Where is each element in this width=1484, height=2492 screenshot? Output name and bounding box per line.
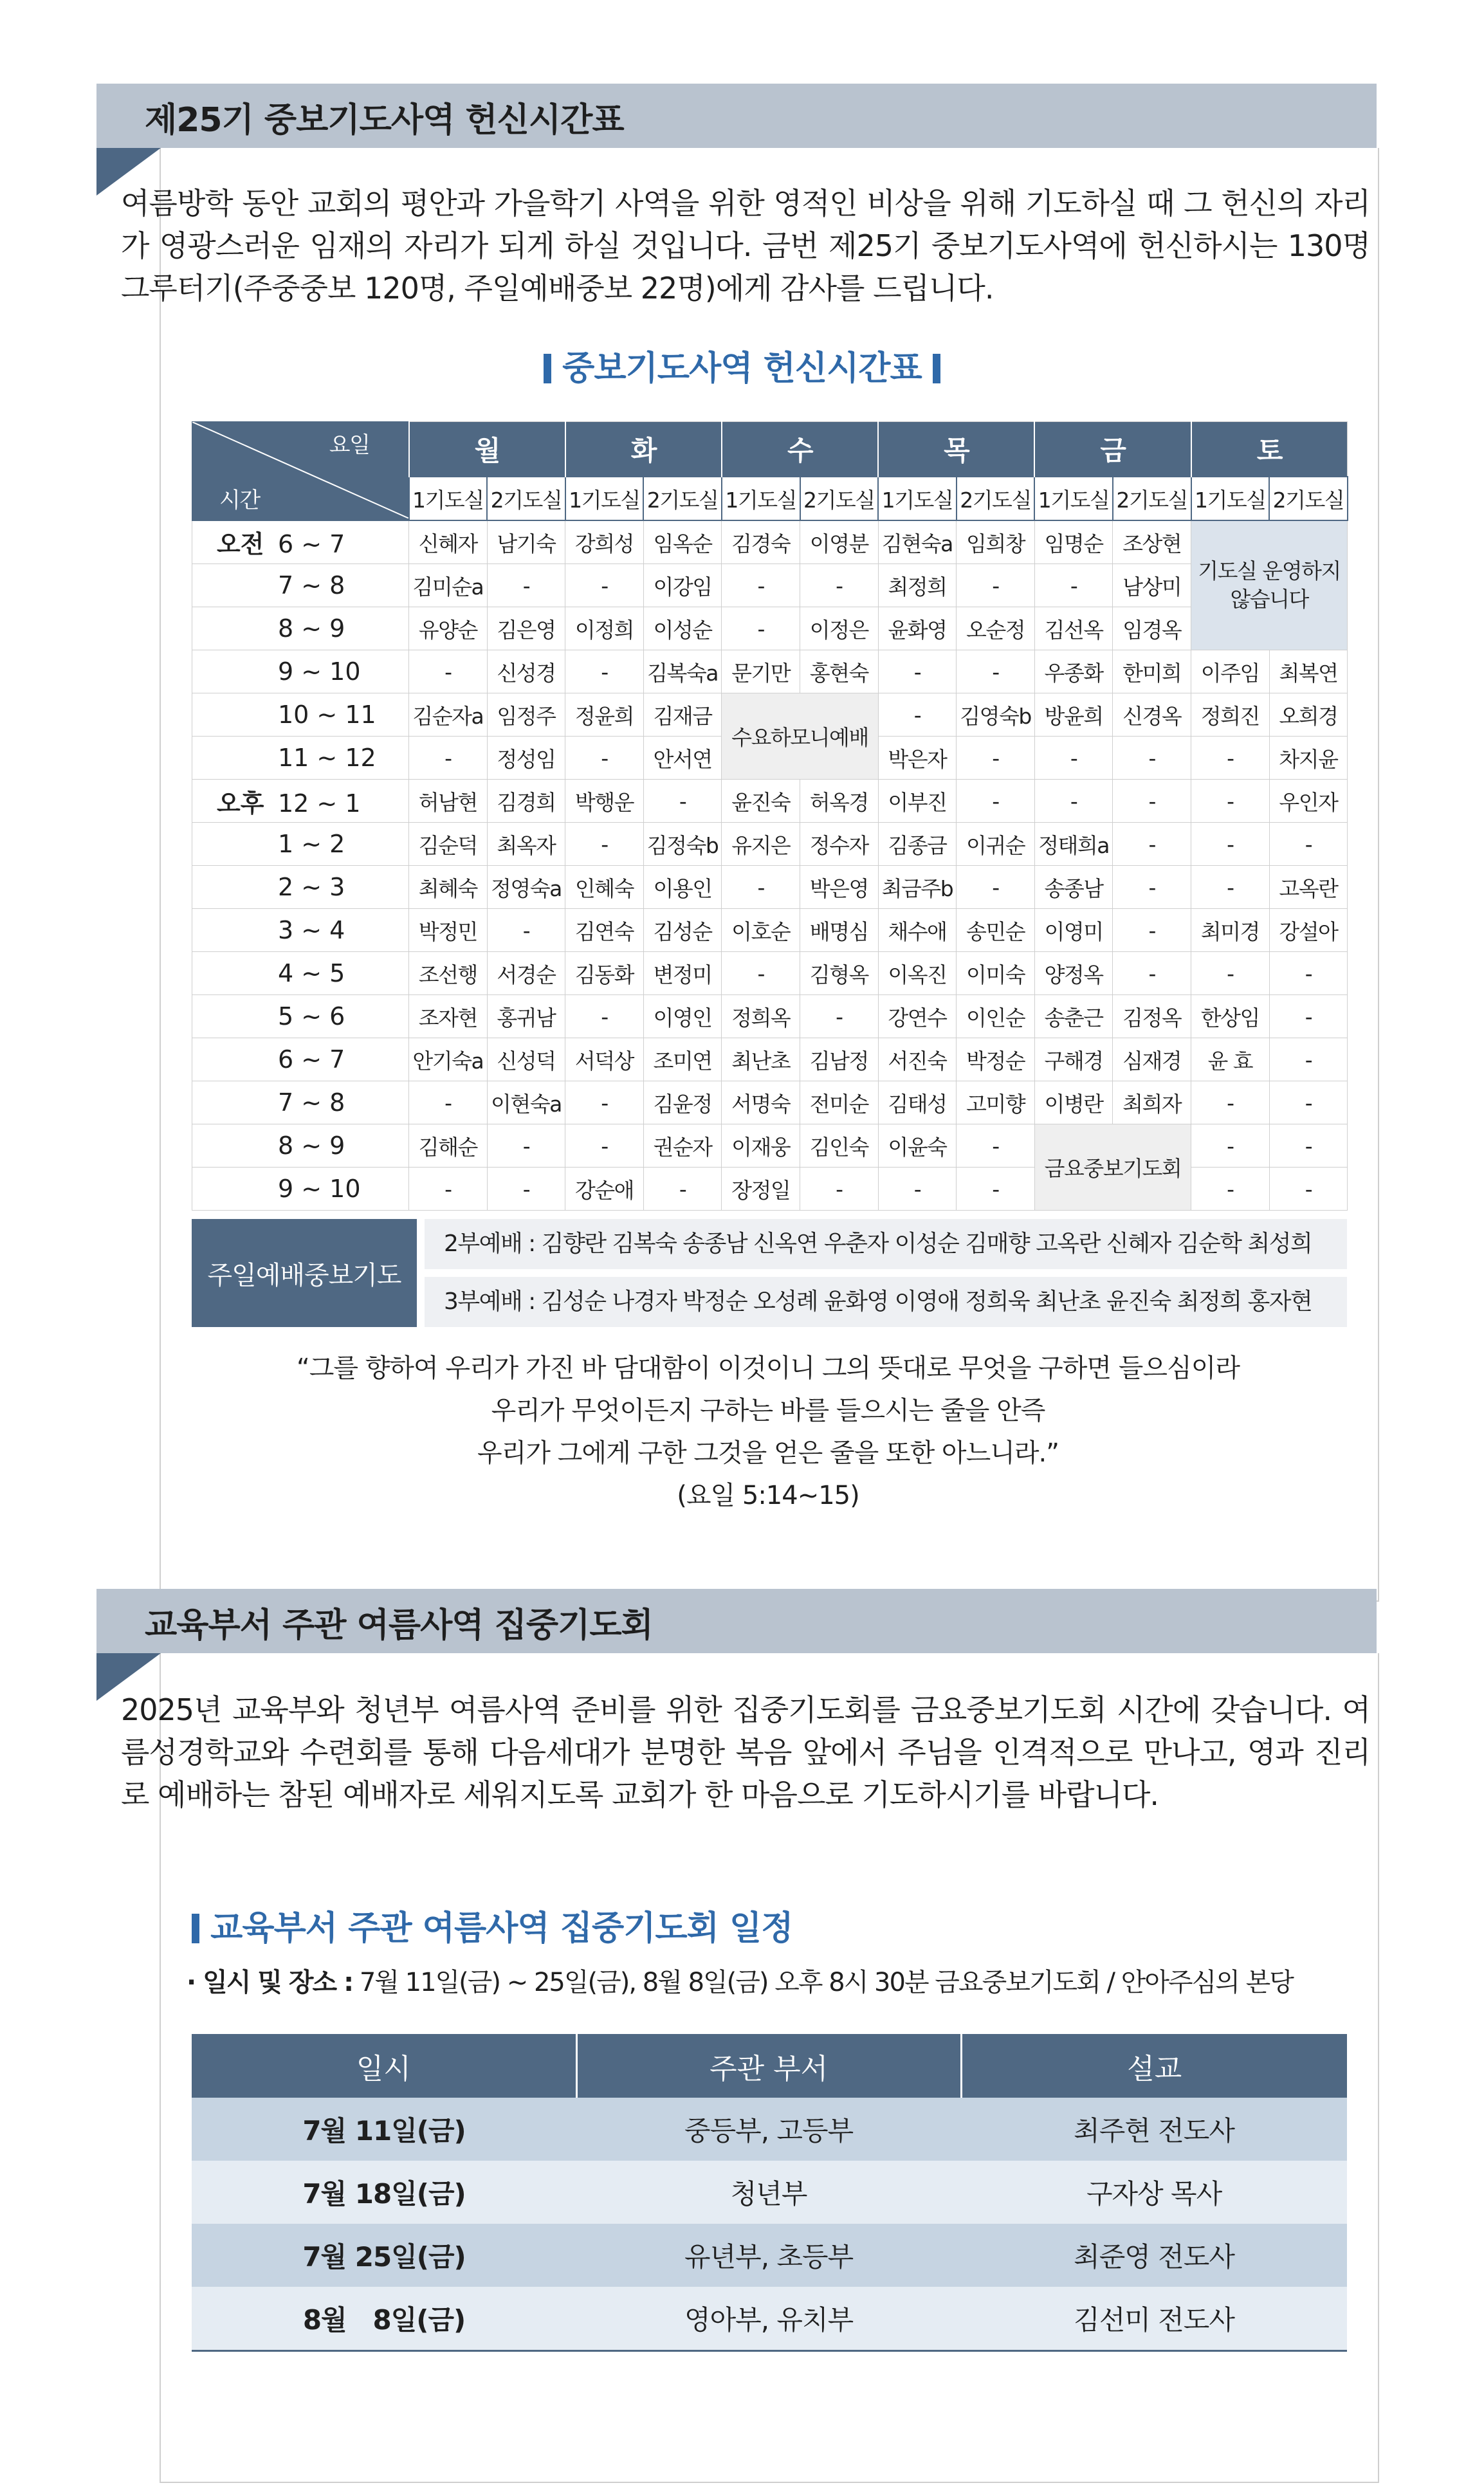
table-row	[192, 2287, 1347, 2351]
schedule-cell: 강연수	[878, 995, 957, 1038]
room-header: 2기도실	[1269, 477, 1348, 520]
saturday-closed-notice: 기도실 운영하지 않습니다	[1191, 520, 1348, 650]
schedule-cell: -	[957, 650, 1035, 693]
room-header: 1기도실	[878, 477, 957, 520]
schedule-cell: -	[957, 866, 1035, 909]
event-subtitle	[192, 1901, 792, 1949]
schedule-cell: -	[800, 995, 879, 1038]
schedule-cell: -	[1113, 952, 1191, 995]
schedule-cell: -	[1191, 952, 1270, 995]
wednesday-hymn-service: 수요하모니예배	[722, 693, 878, 780]
schedule-cell: 문기만	[722, 650, 800, 693]
schedule-cell: 이미숙	[957, 952, 1035, 995]
schedule-cell: 김태성	[878, 1081, 957, 1124]
time-cell	[192, 952, 409, 995]
event-header-date: 일시	[192, 2034, 576, 2098]
schedule-cell: 윤 효	[1191, 1038, 1270, 1081]
schedule-cell: 정태희a	[1034, 823, 1113, 866]
schedule-cell: 전미순	[800, 1081, 879, 1124]
schedule-cell: 최옥자	[487, 823, 565, 866]
schedule-cell: -	[487, 1124, 565, 1168]
schedule-cell: 신성덕	[487, 1038, 565, 1081]
schedule-cell: -	[1269, 1124, 1348, 1168]
schedule-cell: 유지은	[722, 823, 800, 866]
table-row	[192, 995, 1348, 1038]
schedule-cell: 최금주b	[878, 866, 957, 909]
quote-line-2: 우리가 무엇이든지 구하는 바를 들으시는 줄을 안즉	[491, 1396, 1045, 1425]
friday-prayer-meeting: 금요중보기도회	[1034, 1124, 1191, 1211]
table-row	[192, 1081, 1348, 1124]
room-header: 1기도실	[1034, 477, 1113, 520]
schedule-cell: 최혜숙	[409, 866, 488, 909]
schedule-cell: 차지윤	[1269, 737, 1348, 780]
schedule-cell: -	[565, 995, 644, 1038]
schedule-cell: -	[878, 693, 957, 737]
table-row	[192, 952, 1348, 995]
schedule-cell: -	[565, 823, 644, 866]
time-cell	[192, 866, 409, 909]
schedule-cell: 우인자	[1269, 780, 1348, 823]
schedule-cell: 김경숙	[722, 520, 800, 564]
schedule-cell: -	[957, 1168, 1035, 1211]
title-bar-left	[544, 354, 551, 383]
schedule-cell: -	[1191, 737, 1270, 780]
schedule-cell: -	[1269, 1168, 1348, 1211]
schedule-cell: 최미경	[1191, 909, 1270, 952]
table-row	[192, 823, 1348, 866]
schedule-cell: 김인숙	[800, 1124, 879, 1168]
schedule-cell: 송종남	[1034, 866, 1113, 909]
schedule-cell: 장정일	[722, 1168, 800, 1211]
table-row	[192, 520, 1348, 564]
schedule-cell: -	[1269, 1038, 1348, 1081]
schedule-cell: -	[800, 564, 879, 607]
schedule-cell: 강희성	[565, 520, 644, 564]
schedule-cell: 조상현	[1113, 520, 1191, 564]
schedule-cell: 윤진숙	[722, 780, 800, 823]
schedule-cell: 조자현	[409, 995, 488, 1038]
schedule-cell: 이정은	[800, 607, 879, 650]
table-row	[192, 650, 1348, 693]
schedule-cell: -	[1034, 564, 1113, 607]
event-subtitle-text: 교육부서 주관 여름사역 집중기도회 일정	[210, 1909, 793, 1948]
event-date: 8월 8일(금)	[192, 2287, 576, 2351]
schedule-cell: 이옥진	[878, 952, 957, 995]
section-title: 제25기 중보기도사역 헌신시간표	[145, 101, 624, 140]
room-header: 1기도실	[722, 477, 800, 520]
time-range: 10 ~ 11	[278, 701, 376, 729]
schedule-cell: 서진숙	[878, 1038, 957, 1081]
schedule-cell: 남상미	[1113, 564, 1191, 607]
schedule-cell: -	[643, 1168, 722, 1211]
schedule-cell: 이현숙a	[487, 1081, 565, 1124]
room-header: 2기도실	[957, 477, 1035, 520]
time-range: 7 ~ 8	[278, 571, 345, 600]
schedule-cell: -	[1113, 823, 1191, 866]
event-dept: 영아부, 유치부	[576, 2287, 961, 2351]
table-header-days	[192, 422, 1348, 477]
schedule-cell: 정희옥	[722, 995, 800, 1038]
schedule-cell: -	[1269, 823, 1348, 866]
day-header: 월	[409, 422, 565, 477]
schedule-cell: 안서연	[643, 737, 722, 780]
schedule-cell: -	[565, 1081, 644, 1124]
table-row	[192, 2224, 1347, 2287]
event-header-preacher: 설교	[961, 2034, 1347, 2098]
schedule-cell: 홍현숙	[800, 650, 879, 693]
schedule-cell: 배명심	[800, 909, 879, 952]
event-header-row	[192, 2034, 1347, 2098]
schedule-cell: -	[409, 1081, 488, 1124]
time-range: 4 ~ 5	[278, 959, 345, 987]
ampm-label: 오전	[217, 530, 264, 559]
schedule-cell: 김복숙a	[643, 650, 722, 693]
schedule-cell: 한상임	[1191, 995, 1270, 1038]
schedule-cell: -	[643, 780, 722, 823]
event-date: 7월 18일(금)	[192, 2161, 576, 2224]
day-header: 토	[1191, 422, 1348, 477]
schedule-cell: 김정옥	[1113, 995, 1191, 1038]
schedule-cell: 박정민	[409, 909, 488, 952]
schedule-cell: 오순정	[957, 607, 1035, 650]
quote-reference: (요일 5:14~15)	[677, 1481, 859, 1510]
schedule-cell: 이인순	[957, 995, 1035, 1038]
schedule-cell: 김남정	[800, 1038, 879, 1081]
schedule-cell: 최희자	[1113, 1081, 1191, 1124]
event-preacher: 김선미 전도사	[961, 2287, 1347, 2351]
schedule-cell: 김영숙b	[957, 693, 1035, 737]
schedule-cell: 김은영	[487, 607, 565, 650]
schedule-cell: 고미향	[957, 1081, 1035, 1124]
event-dept: 청년부	[576, 2161, 961, 2224]
schedule-cell: 심재경	[1113, 1038, 1191, 1081]
schedule-cell: 김해순	[409, 1124, 488, 1168]
room-header: 1기도실	[1191, 477, 1270, 520]
schedule-cell: 방윤희	[1034, 693, 1113, 737]
sunday-row-3: 3부예배 : 김성순 나경자 박정순 오성례 윤화영 이영애 정희욱 최난초 윤진숙 최정희 홍자현	[425, 1277, 1347, 1327]
schedule-cell: 김동화	[565, 952, 644, 995]
event-dept: 중등부, 고등부	[576, 2098, 961, 2161]
schedule-cell: -	[487, 1168, 565, 1211]
schedule-subtitle-text: 중보기도사역 헌신시간표	[562, 349, 922, 388]
table-row	[192, 2098, 1347, 2161]
schedule-cell: 신혜자	[409, 520, 488, 564]
event-info	[187, 1962, 1293, 1999]
schedule-cell: 변정미	[643, 952, 722, 995]
schedule-cell: 김종금	[878, 823, 957, 866]
schedule-cell: -	[1269, 995, 1348, 1038]
schedule-cell: 이영미	[1034, 909, 1113, 952]
schedule-cell: 조미연	[643, 1038, 722, 1081]
time-cell	[192, 780, 409, 823]
table-row	[192, 1124, 1348, 1168]
schedule-cell: -	[1191, 1081, 1270, 1124]
schedule-cell: 강순애	[565, 1168, 644, 1211]
intro-paragraph: 2025년 교육부와 청년부 여름사역 준비를 위한 집중기도회를 금요중보기도회 시간에 갖습니다. 여름성경학교와 수련회를 통해 다음세대가 분명한 복음 앞에서 주님을 인격적으로 만나고, 영과 진리로 예배하는 참된 예배자로 세워지도록 교회가 한 마음으로 기도하시기를 바랍니다.	[121, 1692, 1370, 1812]
schedule-cell: -	[565, 1124, 644, 1168]
corner-time-label: 시간	[219, 487, 260, 513]
schedule-cell: 고옥란	[1269, 866, 1348, 909]
schedule-cell: 조선행	[409, 952, 488, 995]
time-cell	[192, 1124, 409, 1168]
schedule-cell: 김경희	[487, 780, 565, 823]
schedule-cell: -	[1113, 780, 1191, 823]
schedule-cell: 최난초	[722, 1038, 800, 1081]
schedule-cell: 임옥순	[643, 520, 722, 564]
room-header: 2기도실	[487, 477, 565, 520]
schedule-cell: 인혜숙	[565, 866, 644, 909]
schedule-cell: 양정옥	[1034, 952, 1113, 995]
time-cell	[192, 1168, 409, 1211]
time-range: 3 ~ 4	[278, 916, 345, 944]
table-row	[192, 693, 1348, 737]
schedule-cell: 김형옥	[800, 952, 879, 995]
schedule-cell: -	[1191, 780, 1270, 823]
schedule-cell: 윤화영	[878, 607, 957, 650]
schedule-cell: 박행운	[565, 780, 644, 823]
schedule-cell: 이부진	[878, 780, 957, 823]
title-bar-left	[192, 1914, 199, 1943]
schedule-cell: 임정주	[487, 693, 565, 737]
schedule-cell: 김재금	[643, 693, 722, 737]
schedule-cell: -	[957, 564, 1035, 607]
schedule-cell: 김순덕	[409, 823, 488, 866]
table-corner	[192, 422, 409, 521]
event-header-dept: 주관 부서	[576, 2034, 961, 2098]
schedule-cell: 이영인	[643, 995, 722, 1038]
room-header: 2기도실	[643, 477, 722, 520]
time-range: 8 ~ 9	[278, 1131, 345, 1160]
sunday-label: 주일예배중보기도	[192, 1219, 417, 1327]
schedule-cell: 한미희	[1113, 650, 1191, 693]
schedule-cell: -	[487, 564, 565, 607]
schedule-cell: -	[878, 1168, 957, 1211]
day-header: 금	[1034, 422, 1191, 477]
schedule-cell: -	[565, 650, 644, 693]
schedule-cell: 박은자	[878, 737, 957, 780]
schedule-cell: 박은영	[800, 866, 879, 909]
section-banner	[96, 84, 1377, 148]
schedule-cell: 남기숙	[487, 520, 565, 564]
schedule-cell: 임희창	[957, 520, 1035, 564]
schedule-cell: 정영숙a	[487, 866, 565, 909]
day-header: 목	[878, 422, 1034, 477]
schedule-cell: -	[1191, 866, 1270, 909]
section-title: 교육부서 주관 여름사역 집중기도회	[145, 1606, 653, 1645]
schedule-cell: 정희진	[1191, 693, 1270, 737]
schedule-cell: -	[957, 1124, 1035, 1168]
schedule-cell: 김선옥	[1034, 607, 1113, 650]
schedule-cell: -	[1191, 1168, 1270, 1211]
time-range: 5 ~ 6	[278, 1002, 345, 1031]
schedule-cell: 최복연	[1269, 650, 1348, 693]
room-header: 2기도실	[800, 477, 879, 520]
time-cell	[192, 1038, 409, 1081]
schedule-cell: -	[722, 866, 800, 909]
schedule-cell: 김정숙b	[643, 823, 722, 866]
time-range: 12 ~ 1	[278, 789, 361, 818]
time-range: 7 ~ 8	[278, 1088, 345, 1117]
schedule-cell: -	[1034, 780, 1113, 823]
schedule-cell: 서경순	[487, 952, 565, 995]
schedule-cell: 송민순	[957, 909, 1035, 952]
sunday-prayer	[192, 1219, 1347, 1327]
table-row	[192, 866, 1348, 909]
schedule-subtitle	[544, 341, 940, 389]
intro-paragraph: 여름방학 동안 교회의 평안과 가을학기 사역을 위한 영적인 비상을 위해 기도하실 때 그 헌신의 자리가 영광스러운 임재의 자리가 되게 하실 것입니다. 금번 제25기 중보기도사역에 헌신하시는 130명 그루터기(주중중보 120명, 주일예배중보 22명)에게 감사를 드립니다.	[121, 186, 1370, 306]
schedule-cell: -	[722, 564, 800, 607]
section-banner	[96, 1589, 1377, 1653]
schedule-cell: -	[1113, 866, 1191, 909]
schedule-table	[192, 421, 1348, 1211]
ampm-label: 오후	[217, 789, 264, 818]
schedule-cell: 이호순	[722, 909, 800, 952]
schedule-cell: -	[1191, 823, 1270, 866]
time-cell	[192, 909, 409, 952]
schedule-cell: -	[409, 650, 488, 693]
day-header: 수	[722, 422, 878, 477]
table-row	[192, 564, 1348, 607]
schedule-cell: 송춘근	[1034, 995, 1113, 1038]
time-cell	[192, 650, 409, 693]
room-header: 1기도실	[409, 477, 488, 520]
table-row	[192, 2161, 1347, 2224]
schedule-cell: 안기숙a	[409, 1038, 488, 1081]
schedule-cell: -	[1113, 737, 1191, 780]
event-table	[192, 2034, 1347, 2352]
schedule-cell: 이정희	[565, 607, 644, 650]
time-range: 11 ~ 12	[278, 744, 376, 772]
time-cell	[192, 564, 409, 607]
schedule-cell: -	[1269, 952, 1348, 995]
schedule-cell: 신성경	[487, 650, 565, 693]
schedule-cell: -	[487, 909, 565, 952]
schedule-cell: -	[722, 607, 800, 650]
schedule-cell: -	[722, 952, 800, 995]
event-info-label: · 일시 및 장소 :	[187, 1968, 353, 1997]
time-range: 9 ~ 10	[278, 1175, 361, 1203]
time-cell	[192, 737, 409, 780]
room-header: 2기도실	[1113, 477, 1191, 520]
schedule-cell: 김성순	[643, 909, 722, 952]
schedule-cell: -	[565, 564, 644, 607]
schedule-cell: 우종화	[1034, 650, 1113, 693]
schedule-cell: 정윤희	[565, 693, 644, 737]
schedule-cell: 김현숙a	[878, 520, 957, 564]
time-range: 2 ~ 3	[278, 873, 345, 901]
time-cell	[192, 1081, 409, 1124]
schedule-cell: 허옥경	[800, 780, 879, 823]
schedule-cell: -	[409, 737, 488, 780]
schedule-cell: 이주임	[1191, 650, 1270, 693]
schedule-cell: -	[957, 780, 1035, 823]
schedule-cell: 채수애	[878, 909, 957, 952]
time-cell	[192, 995, 409, 1038]
schedule-cell: -	[957, 737, 1035, 780]
schedule-cell: 최정희	[878, 564, 957, 607]
schedule-cell: 김순자a	[409, 693, 488, 737]
schedule-cell: 이귀순	[957, 823, 1035, 866]
schedule-cell: 신경옥	[1113, 693, 1191, 737]
event-preacher: 구자상 목사	[961, 2161, 1347, 2224]
time-range: 1 ~ 2	[278, 830, 345, 858]
scripture-quote	[160, 1347, 1377, 1517]
schedule-cell: 홍귀남	[487, 995, 565, 1038]
quote-line-3: 우리가 그에게 구한 그것을 얻은 줄을 또한 아느니라.”	[477, 1438, 1059, 1468]
title-bar-right	[933, 354, 940, 383]
schedule-cell: 허남현	[409, 780, 488, 823]
time-cell	[192, 607, 409, 650]
event-date: 7월 25일(금)	[192, 2224, 576, 2287]
schedule-cell: -	[1034, 737, 1113, 780]
schedule-cell: 김연숙	[565, 909, 644, 952]
schedule-cell: -	[1269, 1081, 1348, 1124]
schedule-cell: -	[565, 737, 644, 780]
schedule-cell: 이병란	[1034, 1081, 1113, 1124]
time-range: 8 ~ 9	[278, 614, 345, 643]
time-range: 6 ~ 7	[278, 530, 345, 559]
corner-day-label: 요일	[329, 432, 370, 458]
time-cell	[192, 520, 409, 564]
event-preacher: 최준영 전도사	[961, 2224, 1347, 2287]
schedule-cell: 김미순a	[409, 564, 488, 607]
time-cell	[192, 823, 409, 866]
schedule-cell: 유양순	[409, 607, 488, 650]
schedule-cell: 강설아	[1269, 909, 1348, 952]
event-preacher: 최주현 전도사	[961, 2098, 1347, 2161]
schedule-cell: 정성임	[487, 737, 565, 780]
schedule-cell: 오희경	[1269, 693, 1348, 737]
schedule-cell: 이용인	[643, 866, 722, 909]
schedule-cell: 권순자	[643, 1124, 722, 1168]
schedule-cell: -	[409, 1168, 488, 1211]
schedule-cell: 임경옥	[1113, 607, 1191, 650]
schedule-cell: 정수자	[800, 823, 879, 866]
sunday-row-2: 2부예배 : 김향란 김복숙 송종남 신옥연 우춘자 이성순 김매향 고옥란 신혜자 김순학 최성희	[425, 1219, 1347, 1269]
schedule-cell: -	[1113, 909, 1191, 952]
table-row	[192, 1038, 1348, 1081]
event-date: 7월 11일(금)	[192, 2098, 576, 2161]
schedule-cell: 서명숙	[722, 1081, 800, 1124]
schedule-cell: -	[878, 650, 957, 693]
quote-line-1: “그를 향하여 우리가 가진 바 담대함이 이것이니 그의 뜻대로 무엇을 구하면 들으심이라	[297, 1353, 1240, 1383]
schedule-cell: -	[1191, 1124, 1270, 1168]
table-row	[192, 909, 1348, 952]
table-row	[192, 780, 1348, 823]
schedule-cell: 이영분	[800, 520, 879, 564]
schedule-cell: 임명순	[1034, 520, 1113, 564]
schedule-cell: 구해경	[1034, 1038, 1113, 1081]
event-info-text: 7월 11일(금) ~ 25일(금), 8월 8일(금) 오후 8시 30분 금요중보기도회 / 안아주심의 본당	[359, 1968, 1293, 1997]
schedule-cell: 이성순	[643, 607, 722, 650]
event-dept: 유년부, 초등부	[576, 2224, 961, 2287]
schedule-cell: -	[800, 1168, 879, 1211]
room-header: 1기도실	[565, 477, 644, 520]
time-range: 9 ~ 10	[278, 657, 361, 686]
table-row	[192, 607, 1348, 650]
time-range: 6 ~ 7	[278, 1045, 345, 1074]
day-header: 화	[565, 422, 722, 477]
time-cell	[192, 693, 409, 737]
schedule-cell: 서덕상	[565, 1038, 644, 1081]
schedule-cell: 박정순	[957, 1038, 1035, 1081]
schedule-cell: 이재웅	[722, 1124, 800, 1168]
schedule-cell: 이윤숙	[878, 1124, 957, 1168]
schedule-cell: 이강임	[643, 564, 722, 607]
schedule-cell: 김윤정	[643, 1081, 722, 1124]
